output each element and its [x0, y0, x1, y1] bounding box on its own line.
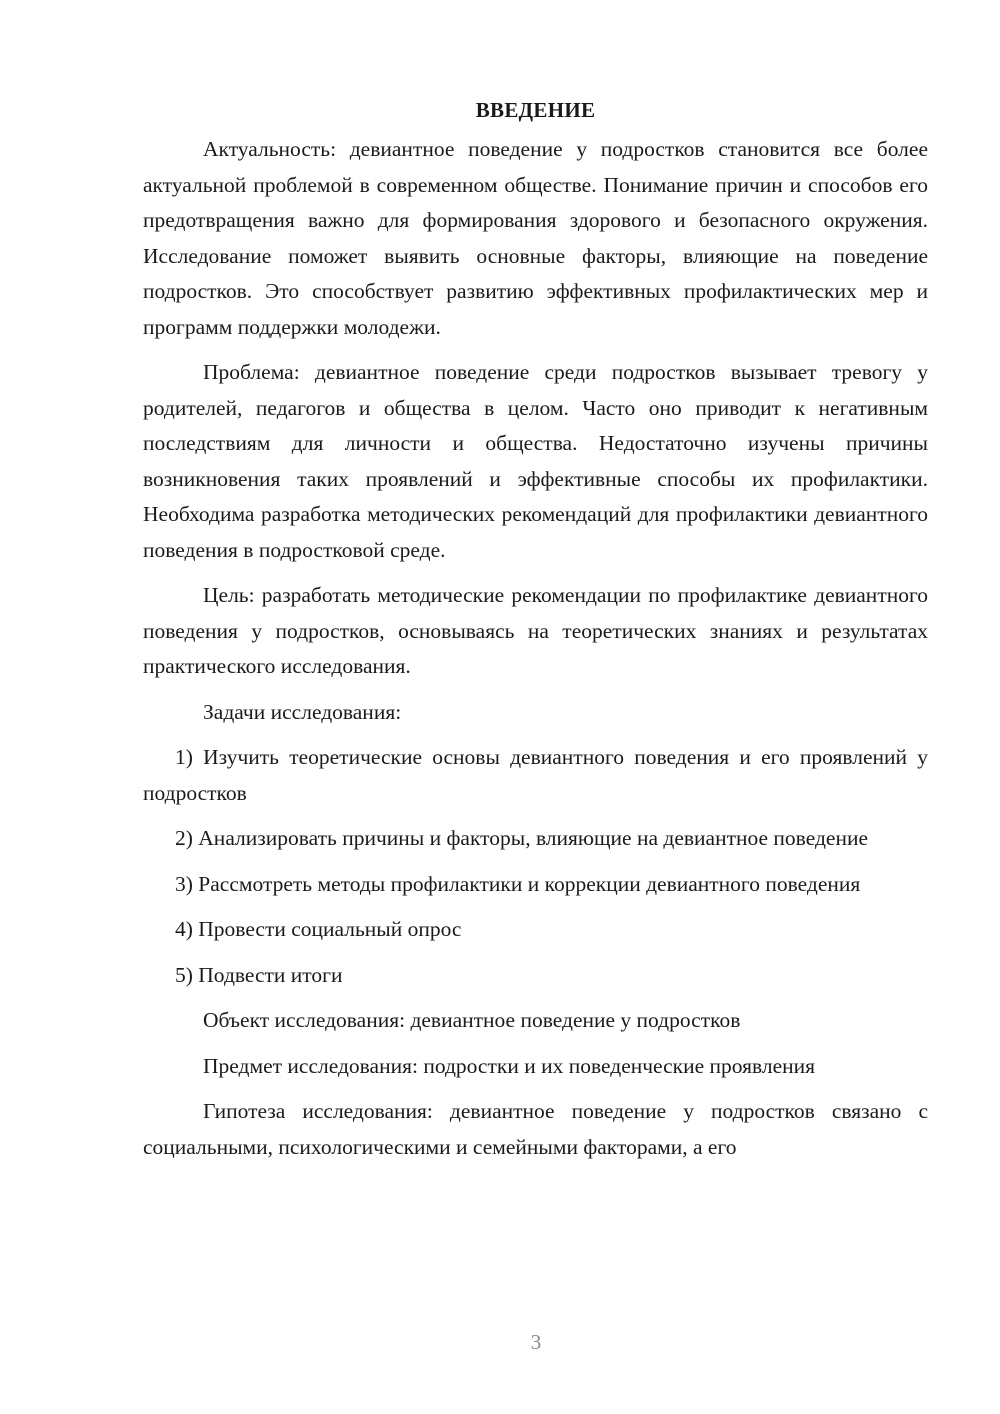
relevance-paragraph: Актуальность: девиантное поведение у подростков становится все более актуальной проблемой в современном обществе. Понимание причин и способов его предотвращения важно для формирования здорового и безопасного окружения. Исследование поможет выявить основные факторы, влияющие на поведение подростков. Это способствует развитию эффективных профилактических мер и программ поддержки молодежи. — [143, 137, 928, 339]
task-item-2: 2) Анализировать причины и факторы, влияющие на девиантное поведение — [175, 826, 868, 850]
problem-paragraph: Проблема: девиантное поведение среди подростков вызывает тревогу у родителей, педагогов и общества в целом. Часто оно приводит к негативным последствиям для личности и общества. Недостаточно изучены причины возникновения таких проявлений и эффективные способы их профилактики. Необходима разработка методических рекомендаций для профилактики девиантного поведения в подростковой среде. — [143, 360, 928, 562]
page-number: 3 — [530, 1330, 542, 1354]
research-hypothesis: Гипотеза исследования: девиантное поведение у подростков связано с социальными, психологическими и семейными факторами, а его — [143, 1099, 928, 1159]
task-item-5: 5) Подвести итоги — [175, 962, 343, 987]
document-page — [143, 92, 928, 1175]
goal-paragraph: Цель: разработать методические рекомендации по профилактике девиантного поведения у подростков, основываясь на теоретических знаниях и результатах практического исследования. — [143, 583, 928, 678]
task-item-3: 3) Рассмотреть методы профилактики и коррекции девиантного поведения — [175, 871, 861, 896]
task-item-4: 4) Провести социальный опрос — [175, 917, 462, 941]
task-item-1: 1) Изучить теоретические основы девиантного поведения и его проявлений у подростков — [143, 745, 928, 805]
section-title: ВВЕДЕНИЕ — [475, 98, 596, 122]
research-subject: Предмет исследования: подростки и их поведенческие проявления — [203, 1053, 816, 1078]
tasks-heading: Задачи исследования: — [203, 699, 402, 724]
research-object: Объект исследования: девиантное поведение у подростков — [203, 1008, 741, 1032]
